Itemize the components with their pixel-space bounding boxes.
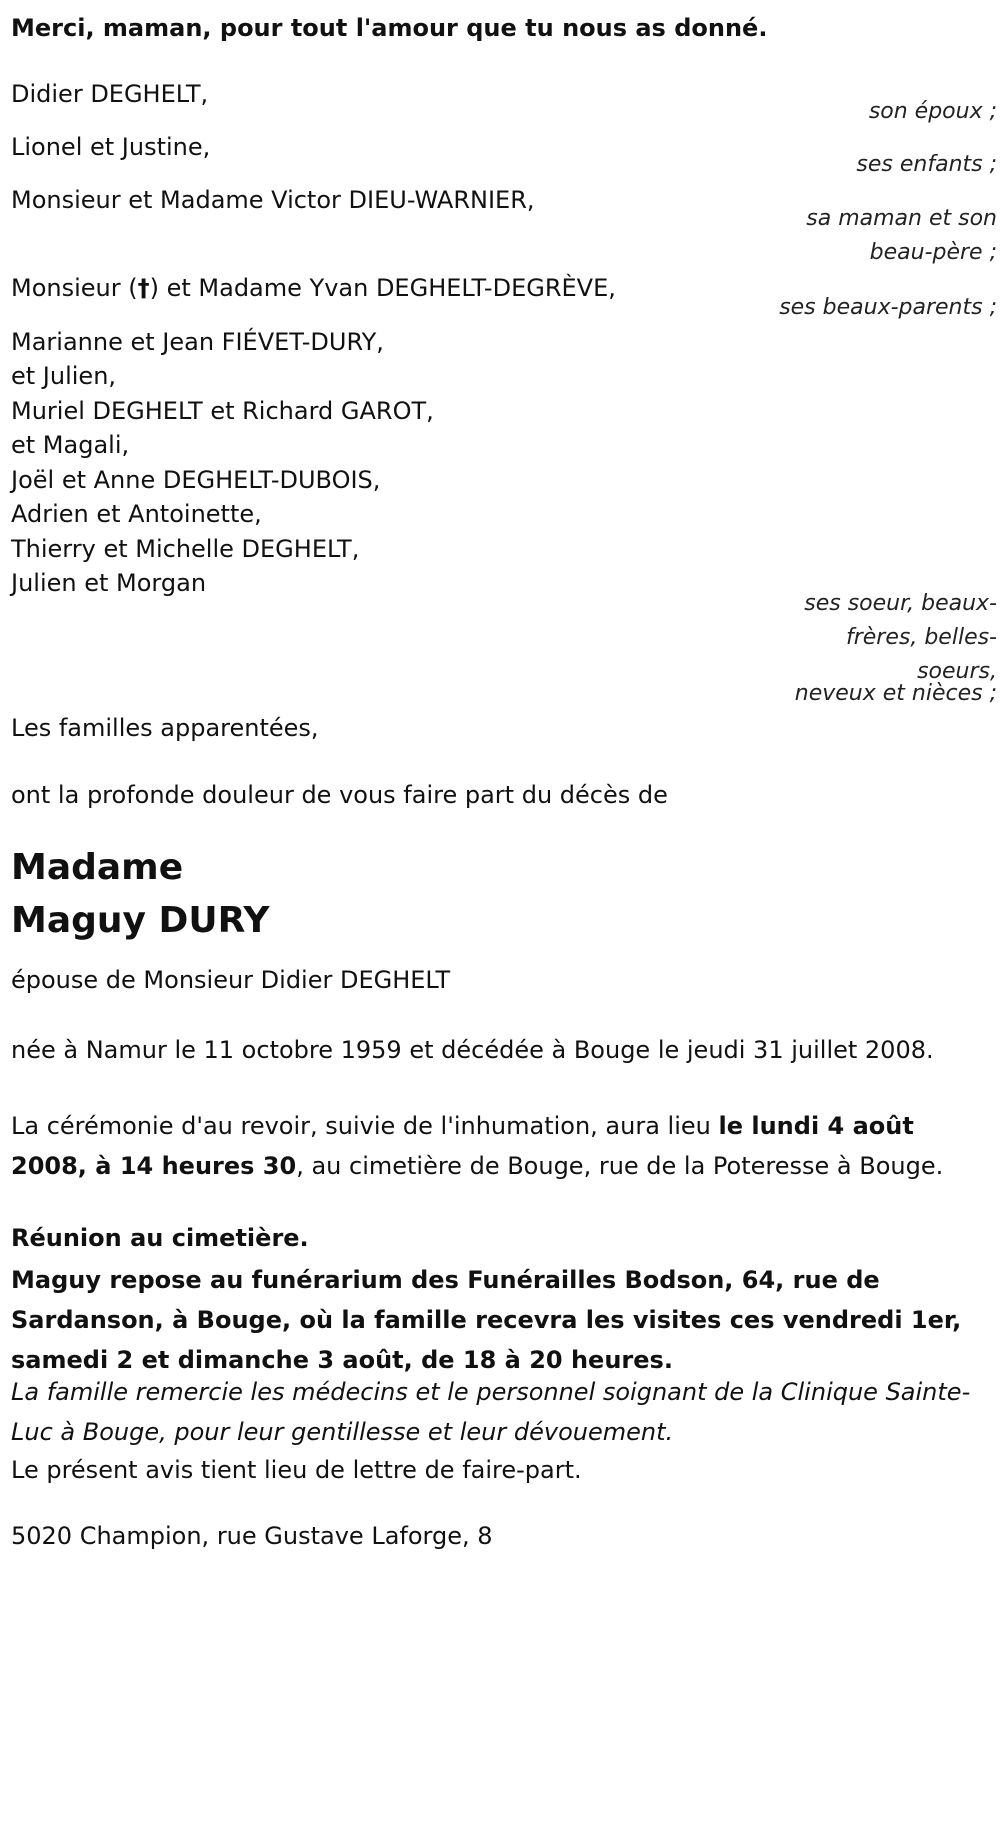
siblings-role: soeurs,	[917, 659, 997, 684]
family-member	[11, 268, 616, 308]
family-role: beau-père ;	[869, 240, 997, 265]
spouse-line: épouse de Monsieur Didier DEGHELT	[11, 966, 451, 994]
deceased-title: Madame	[11, 847, 184, 888]
siblings-role: neveux et nièces ;	[794, 681, 997, 706]
name-prefix: Monsieur (	[11, 274, 138, 302]
sibling-line: Adrien et Antoinette,	[11, 500, 262, 528]
funerarium-info: Maguy repose au funérarium des Funérailles Bodson, 64, rue de Sardanson, à Bouge, où la famille recevra les visites ces vendredi 1er, samedi 2 et dimanche 3 août, de 18 à 20 heures.	[11, 1266, 962, 1374]
family-role: sa maman et son	[806, 206, 997, 231]
heading: Merci, maman, pour tout l'amour que tu nous as donné.	[11, 14, 768, 42]
sibling-line: Muriel DEGHELT et Richard GAROT,	[11, 397, 434, 425]
ceremony-info	[11, 1106, 996, 1186]
ceremony-post: , au cimetière de Bouge, rue de la Poteresse à Bouge.	[296, 1152, 944, 1180]
siblings-role: ses soeur, beaux-	[804, 591, 997, 616]
sibling-line: Julien et Morgan	[11, 569, 207, 597]
name-suffix: ) et Madame Yvan DEGHELT-DEGRÈVE,	[149, 274, 616, 302]
deceased-name: Maguy DURY	[11, 900, 270, 941]
sibling-line: Thierry et Michelle DEGHELT,	[11, 535, 360, 563]
sibling-line: et Magali,	[11, 431, 130, 459]
thanks-text: La famille remercie les médecins et le personnel soignant de la Clinique Sainte-Luc à Bouge, pour leur gentillesse et leur dévouement.	[11, 1378, 971, 1446]
ceremony-pre: La cérémonie d'au revoir, suivie de l'inhumation, aura lieu	[11, 1112, 719, 1140]
family-member: Monsieur et Madame Victor DIEU-WARNIER,	[11, 186, 535, 214]
siblings-role: frères, belles-	[845, 625, 997, 650]
announcement: ont la profonde douleur de vous faire part du décès de	[11, 781, 668, 809]
family-role: son époux ;	[868, 99, 997, 124]
ceremony-date: le lundi 4 août 2008, à 14 heures 30	[11, 1112, 914, 1180]
related-families: Les familles apparentées,	[11, 714, 319, 742]
family-role: ses enfants ;	[856, 152, 997, 177]
family-member: Didier DEGHELT,	[11, 80, 209, 108]
meeting-info: Réunion au cimetière.	[11, 1224, 309, 1252]
sibling-line: Marianne et Jean FIÉVET-DURY,	[11, 328, 384, 356]
sibling-line: Joël et Anne DEGHELT-DUBOIS,	[11, 466, 381, 494]
address: 5020 Champion, rue Gustave Laforge, 8	[11, 1522, 493, 1550]
notice-text: Le présent avis tient lieu de lettre de faire-part.	[11, 1456, 582, 1484]
cross-icon: †	[137, 274, 150, 302]
family-role: ses beaux-parents ;	[779, 295, 997, 320]
family-member: Lionel et Justine,	[11, 133, 211, 161]
birth-death-info: née à Namur le 11 octobre 1959 et décédée à Bouge le jeudi 31 juillet 2008.	[11, 1036, 934, 1064]
sibling-line: et Julien,	[11, 362, 117, 390]
